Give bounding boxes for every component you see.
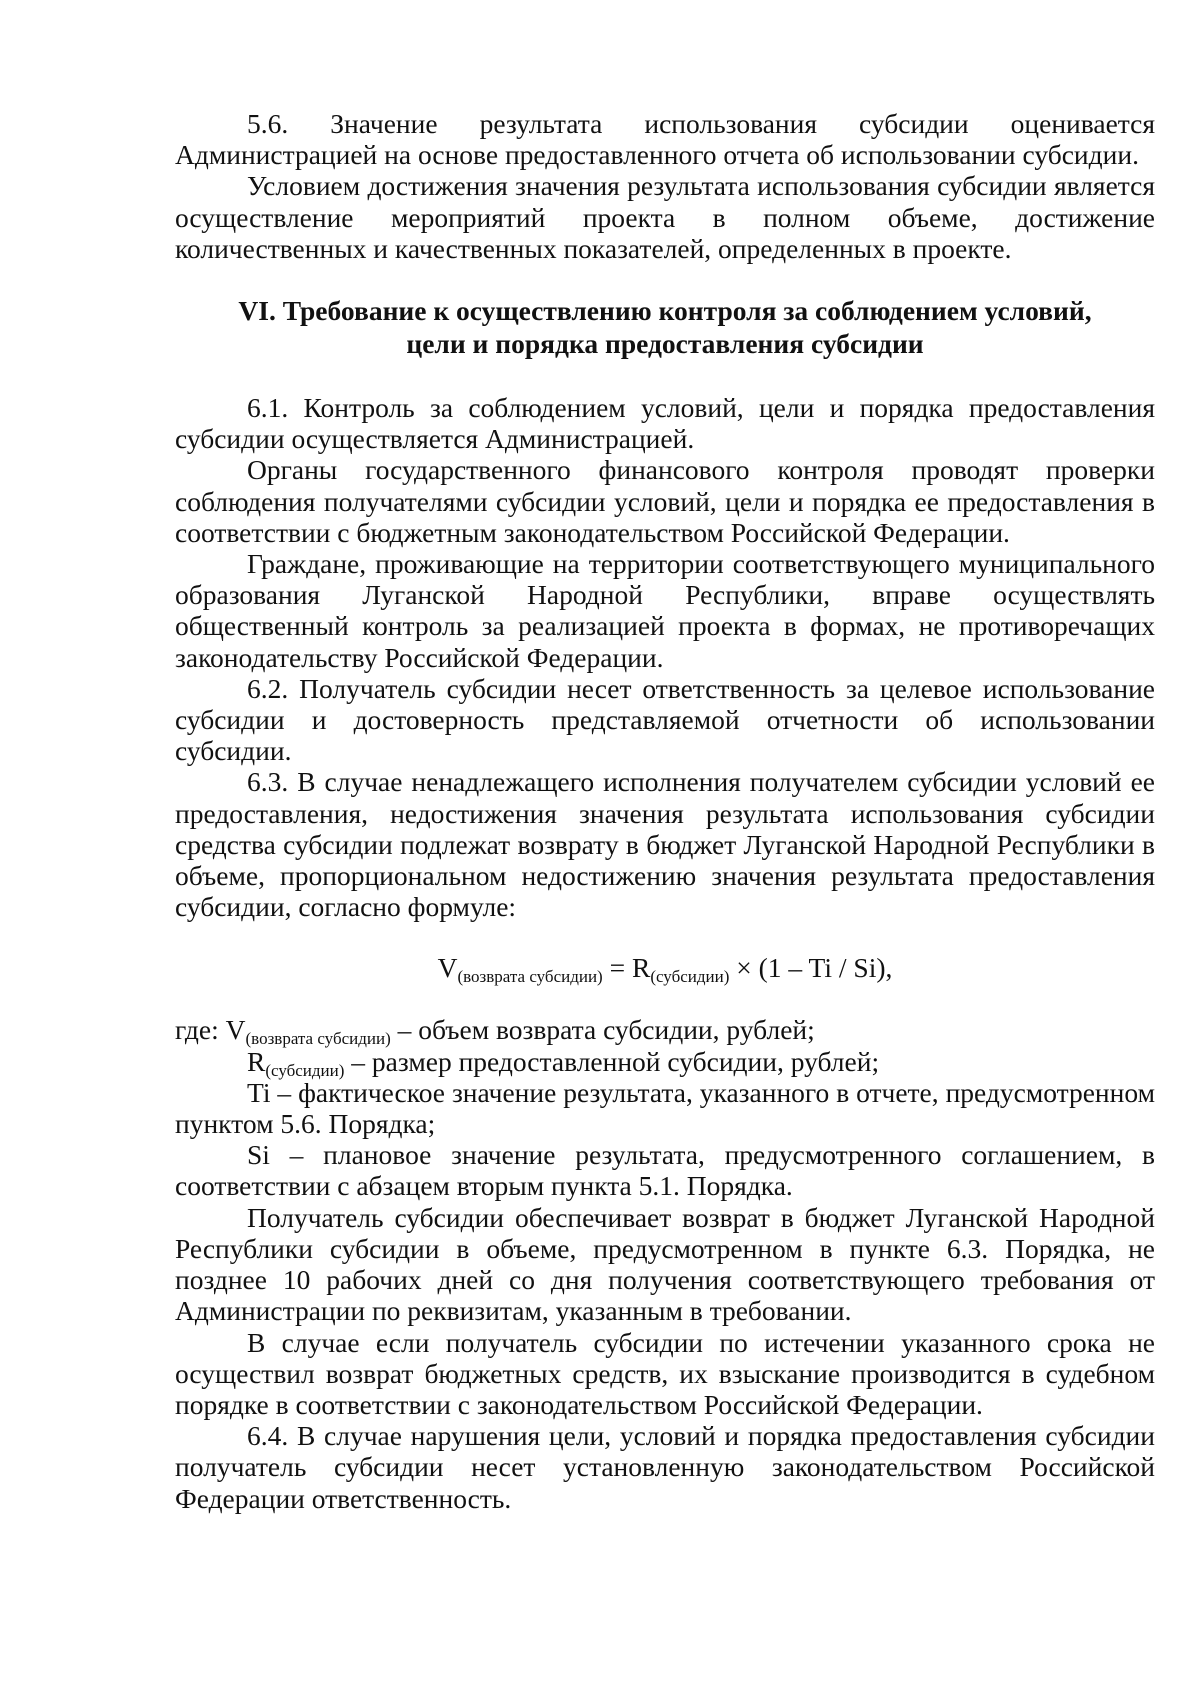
- formula-v-subscript: (возврата субсидии): [457, 967, 603, 987]
- section-heading-line-1: VI. Требование к осуществлению контроля за соблюдением условий,: [238, 295, 1092, 327]
- formula-equals: =: [602, 952, 632, 984]
- paragraph-5-6: 5.6. Значение результата использования субсидии оценивается Администрацией на основе предоставленного отчета об использовании субсидии.: [175, 108, 1155, 171]
- paragraph-6-1: 6.1. Контроль за соблюдением условий, цели и порядка предоставления субсидии осуществляется Администрацией.: [175, 392, 1155, 455]
- definition-r-symbol: R: [247, 1045, 266, 1077]
- paragraph-financial-control: Органы государственного финансового контроля проводят проверки соблюдения получателями субсидии условий, цели и порядка ее предоставления в соответствии с бюджетным законодательством Российской Федерации.: [175, 454, 1155, 548]
- paragraph-6-2: 6.2. Получатель субсидии несет ответственность за целевое использование субсидии и достоверность представляемой отчетности об использовании субсидии.: [175, 672, 1155, 767]
- definition-ti: Ti – фактическое значение результата, указанного в отчете, предусмотренном пунктом 5.6. Порядка;: [175, 1076, 1155, 1140]
- formula-definitions: [175, 1014, 1155, 1201]
- definition-v-symbol: V: [225, 1014, 246, 1046]
- formula-r-subscript: (субсидии): [650, 967, 730, 987]
- definition-v: [175, 1014, 1155, 1049]
- definition-si: Si – плановое значение результата, предусмотренного соглашением, в соответствии с абзацем вторым пункта 5.1. Порядка.: [175, 1139, 1155, 1202]
- formula-rest: × (1 – Ti / Si),: [729, 952, 893, 984]
- document-page: [175, 108, 1155, 1514]
- definition-v-subscript: (возврата субсидии): [245, 1029, 391, 1049]
- formula-r: R: [631, 952, 651, 984]
- paragraph-6-4: 6.4. В случае нарушения цели, условий и порядка предоставления субсидии получатель субсидии несет установленную законодательством Российской Федерации ответственность.: [175, 1420, 1155, 1514]
- section-heading: [175, 294, 1155, 360]
- definition-v-text: – объем возврата субсидии, рублей;: [390, 1014, 815, 1046]
- paragraph-court-recovery: В случае если получатель субсидии по истечении указанного срока не осуществил возврат бюджетных средств, их взыскание производится в судебном порядке в соответствии с законодательством Российской Федерации.: [175, 1326, 1155, 1420]
- paragraph-refund-deadline: Получатель субсидии обеспечивает возврат в бюджет Луганской Народной Республики субсидии в объеме, предусмотренном в пункте 6.3. Порядка, не позднее 10 рабочих дней со дня получения соответствующего требования от Администрации по реквизитам, указанным в требовании.: [175, 1201, 1155, 1327]
- definition-r: [175, 1045, 1155, 1080]
- paragraph-result-condition: Условием достижения значения результата использования субсидии является осуществление мероприятий проекта в полном объеме, достижение количественных и качественных показателей, определенных в проекте.: [175, 170, 1155, 264]
- definition-prefix: где:: [175, 1014, 226, 1046]
- section-heading-line-2: цели и порядка предоставления субсидии: [406, 328, 924, 360]
- definition-r-subscript: (субсидии): [265, 1060, 345, 1080]
- paragraph-public-control: Граждане, проживающие на территории соответствующего муниципального образования Луганской Народной Республики, вправе осуществлять общественный контроль за реализацией проекта в формах, не противоречащих законодательству Российской Федерации.: [175, 548, 1155, 673]
- formula-v: V: [437, 952, 458, 984]
- definition-r-text: – размер предоставленной субсидии, рублей;: [344, 1045, 880, 1077]
- paragraph-6-3: 6.3. В случае ненадлежащего исполнения получателем субсидии условий ее предоставления, недостижения значения результата использования субсидии средства субсидии подлежат возврату в бюджет Луганской Народной Республики в объеме, пропорциональном недостижению значения результата предоставления субсидии, согласно формуле:: [175, 766, 1155, 923]
- refund-formula: [175, 950, 1155, 986]
